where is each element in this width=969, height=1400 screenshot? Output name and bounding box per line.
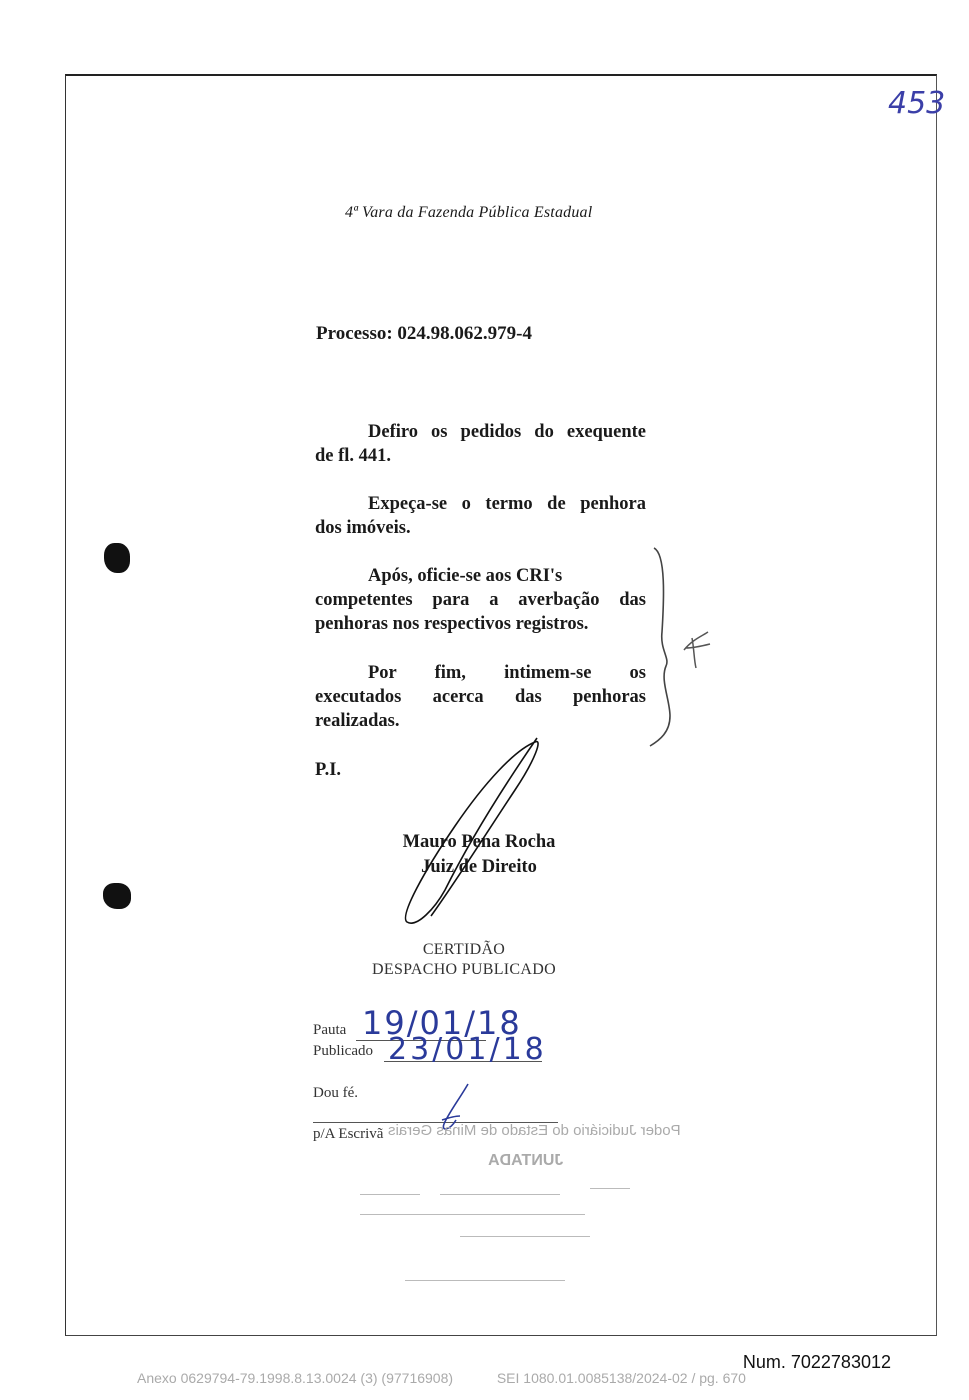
paragraph-2-line-2: dos imóveis. [315,518,411,538]
paragraph-3-line-3: penhoras nos respectivos registros. [315,614,589,634]
page-number-handwritten: 453 [888,86,946,121]
certidao-subtitle: DESPACHO PUBLICADO [372,961,556,978]
paragraph-1-line-2: de fl. 441. [315,446,392,466]
paragraph-4-line-1: Por fim, intimem-se os [368,663,646,683]
paragraph-1 [315,420,646,468]
paragraph-4-line-2: executados acerca das penhoras [315,687,646,707]
footer-source [137,1370,746,1386]
publique-intime: P.I. [315,760,342,780]
bleed-through-juntada: JUNTADA [488,1152,564,1169]
pauta-date-handwritten: 19/01/18 [362,1004,522,1042]
certidao-block [360,940,568,980]
publicado-label: Publicado [313,1043,373,1059]
paragraph-3 [315,564,646,636]
paragraph-4 [315,661,646,733]
pauta-label: Pauta [313,1022,347,1038]
bleed-line-4 [360,1214,585,1215]
process-number: Processo: 024.98.062.979-4 [316,323,533,344]
escriva-label: p/A Escrivã [313,1126,384,1142]
judge-title: Juiz de Direito [421,857,537,877]
paragraph-1-line-1: Defiro os pedidos do exequente [368,422,646,442]
footer-sei: SEI 1080.01.0085138/2024-02 / pg. 670 [496,1370,746,1386]
bleed-line-3 [590,1188,630,1189]
paragraph-2 [315,492,646,540]
bleed-line-5 [460,1236,590,1237]
margin-bracket-annotation [640,540,720,760]
judge-name: Mauro Pena Rocha [402,832,556,852]
certidao-title: CERTIDÃO [422,941,506,958]
footer-annex: Anexo 0629794-79.1998.8.13.0024 (3) (97716908) [137,1370,454,1386]
punch-hole-bottom [103,883,131,909]
paragraph-3-line-2: competentes para a averbação das [315,590,646,610]
bleed-line-2 [440,1194,560,1195]
paragraph-3-line-1-text: Após, oficie-se aos CRI's [368,566,563,586]
bleed-line-6 [405,1280,565,1281]
bleed-through-header: Poder Judiciário do Estado de Minas Gerais [388,1122,681,1139]
publicado-date-handwritten: 23/01/18 [388,1032,547,1067]
paragraph-2-line-1: Expeça-se o termo de penhora [368,494,646,514]
paragraph-4-line-3: realizadas. [315,711,400,731]
dou-fe-label: Dou fé. [313,1085,358,1101]
judge-signature [395,730,555,930]
paragraph-3-line-1 [315,564,646,588]
punch-hole-top [104,543,130,573]
court-heading: 4ª Vara da Fazenda Pública Estadual [345,204,593,221]
bleed-line-1 [360,1194,420,1195]
document-number: Num. 7022783012 [742,1352,891,1372]
